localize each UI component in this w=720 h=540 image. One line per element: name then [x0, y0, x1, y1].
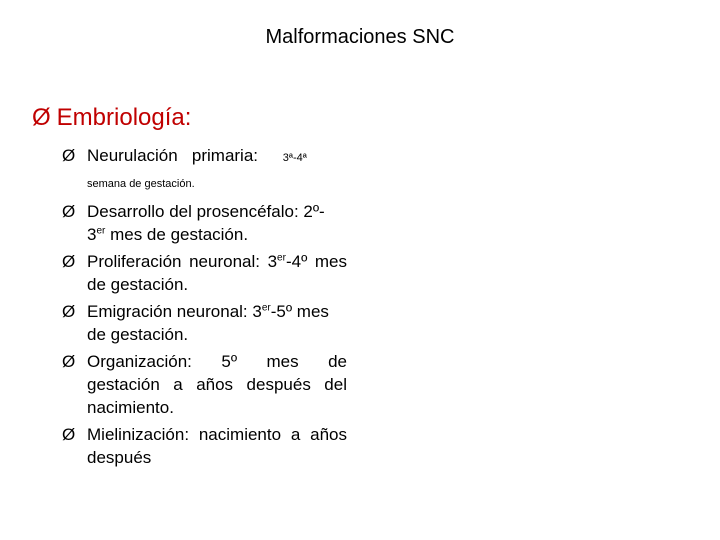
arrow-bullet-icon: Ø — [32, 104, 51, 131]
arrow-bullet-icon: Ø — [62, 202, 76, 221]
arrow-bullet-icon: Ø — [62, 302, 76, 321]
list-item-prosencefalo — [62, 200, 347, 246]
list-item-neurulacion — [62, 144, 347, 196]
item-detail: semana de gestación. — [87, 178, 195, 190]
arrow-bullet-icon: Ø — [62, 252, 76, 271]
item-number: 3 — [87, 225, 97, 244]
item-label: Desarrollo del prosencéfalo: 2º- — [87, 202, 325, 221]
bullet-list — [62, 144, 347, 473]
item-range: 3ª-4ª — [282, 152, 307, 164]
heading-text: Embriología: — [56, 104, 192, 131]
item-label: Neurulación primaria: — [87, 146, 259, 165]
list-item-organizacion — [62, 350, 347, 419]
item-text: -4º mes de gestación. — [87, 252, 347, 294]
list-item-emigracion — [62, 300, 347, 346]
arrow-bullet-icon: Ø — [62, 146, 76, 165]
list-item-proliferacion — [62, 250, 347, 296]
item-text: -5º mes de gestación. — [87, 302, 329, 344]
list-item-mielinizacion — [62, 423, 347, 469]
item-label: Emigración neuronal: 3 — [87, 302, 262, 321]
arrow-bullet-icon: Ø — [62, 425, 76, 444]
arrow-bullet-icon: Ø — [62, 352, 76, 371]
item-label: Proliferación neuronal: 3 — [87, 252, 278, 271]
item-text: Organización: 5º mes de gestación a años después del nacimiento. — [87, 352, 347, 417]
item-superscript: er — [261, 302, 271, 314]
item-superscript: er — [277, 252, 286, 264]
section-heading — [32, 104, 191, 132]
item-superscript: er — [96, 225, 106, 237]
item-text: Mielinización: nacimiento a años después — [87, 425, 347, 467]
slide-title: Malformaciones SNC — [265, 26, 455, 48]
item-text: mes de gestación. — [105, 225, 249, 244]
